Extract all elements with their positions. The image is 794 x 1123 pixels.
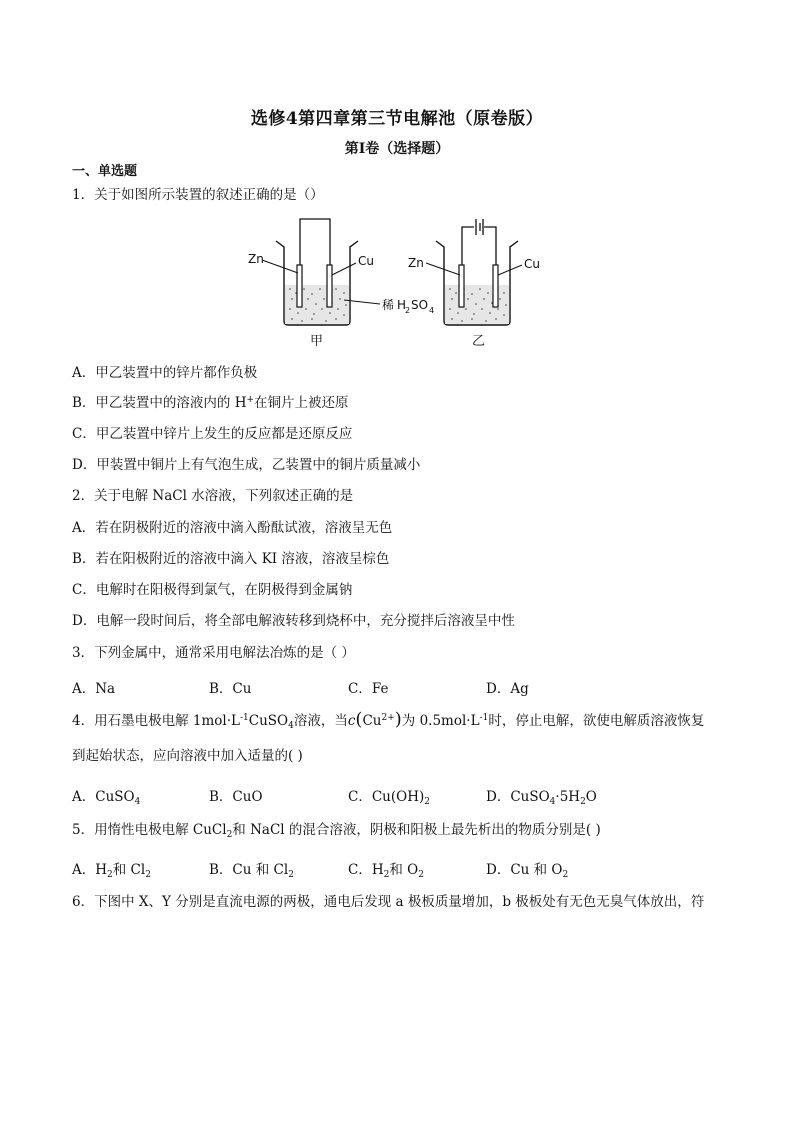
q1-option-a: A．甲乙装置中的锌片都作负极 xyxy=(72,365,258,381)
label-jia: 甲 xyxy=(310,334,324,349)
q3-option-d: D．Ag xyxy=(486,681,529,697)
page-subtitle: 第I卷（选择题） xyxy=(344,141,450,157)
label-zn-jia: Zn xyxy=(248,252,264,266)
q1-option-d: D．甲装置中铜片上有气泡生成，乙装置中的铜片质量减小 xyxy=(72,457,421,473)
section-heading: 一、单选题 xyxy=(72,164,138,179)
q5-option-c: C．$H_2$和 $O_2$ xyxy=(348,862,424,880)
label-acid-sub4: 4 xyxy=(429,306,435,315)
label-cu-jia: Cu xyxy=(358,254,374,268)
q4-option-c: C．$Cu(OH)_2$ xyxy=(348,789,430,807)
q3-stem: 3．下列金属中，通常采用电解法冶炼的是（ ） xyxy=(72,645,355,661)
label-acid-sub2: 2 xyxy=(405,306,411,315)
q4-stem: 4．用石墨电极电解 $1mol\cdot L^{-1}CuSO_4$溶液，当$c(Cu^{2+})$为 $0.5mol\cdot L^{-1}$时，停止电解，欲使电解质溶液恢复 xyxy=(72,709,705,731)
q5-option-b: B．Cu 和 $Cl_2$ xyxy=(209,862,294,880)
q1-option-b: B．甲乙装置中的溶液内的 H+在铜片上被还原 xyxy=(72,395,349,411)
page-title: 选修4第四章第三节电解池（原卷版） xyxy=(250,109,544,129)
q5-option-d: D．Cu 和 $O_2$ xyxy=(486,862,569,880)
label-yi: 乙 xyxy=(472,334,486,349)
q3-option-b: B．Cu xyxy=(209,681,252,697)
q4-option-b: B．CuO xyxy=(209,789,263,805)
electrolysis-figure xyxy=(240,213,560,355)
q4-option-d: D．$CuSO_4\cdot 5H_2O$ xyxy=(486,789,597,807)
q2-option-d: D．电解一段时间后，将全部电解液转移到烧杯中，充分搅拌后溶液呈中性 xyxy=(72,613,515,629)
q2-option-b: B．若在阳极附近的溶液中滴入 KI 溶液，溶液呈棕色 xyxy=(72,551,390,567)
label-acid-prefix: 稀 xyxy=(382,298,395,312)
q3-option-a: A．Na xyxy=(72,681,116,697)
q1-option-c: C．甲乙装置中锌片上发生的反应都是还原反应 xyxy=(72,426,353,442)
q2-option-a: A．若在阴极附近的溶液中滴入酚酞试液，溶液呈无色 xyxy=(72,520,393,536)
label-acid-h: H xyxy=(397,298,407,312)
q2-option-c: C．电解时在阳极得到氯气，在阴极得到金属钠 xyxy=(72,582,353,598)
q5-option-a: A．$H_2$和 $Cl_2$ xyxy=(72,862,151,880)
solution-yi xyxy=(445,285,509,324)
q3-option-c: C．Fe xyxy=(348,681,389,697)
label-acid-so: SO xyxy=(411,298,429,312)
q5-stem: 5．用惰性电极电解 CuCl$_2$和 NaCl 的混合溶液，阴极和阳极上最先析出的物质分别是( ) xyxy=(72,822,601,840)
q2-stem: 2．关于电解 NaCl 水溶液，下列叙述正确的是 xyxy=(72,488,354,504)
q4-stem-line2: 到起始状态，应向溶液中加入适量的( ) xyxy=(72,748,303,764)
label-cu-yi: Cu xyxy=(524,257,540,271)
q4-option-a: A．CuSO$_4$ xyxy=(72,789,141,807)
q1-stem: 1．关于如图所示装置的叙述正确的是（） xyxy=(72,187,324,203)
leaders-yi xyxy=(426,263,522,275)
label-zn-yi: Zn xyxy=(408,256,424,270)
solution-jia xyxy=(285,285,349,324)
q6-stem: 6．下图中 X、Y 分别是直流电源的两极，通电后发现 a 极板质量增加，b 极板处有无色无臭气体放出，符 xyxy=(72,894,705,910)
